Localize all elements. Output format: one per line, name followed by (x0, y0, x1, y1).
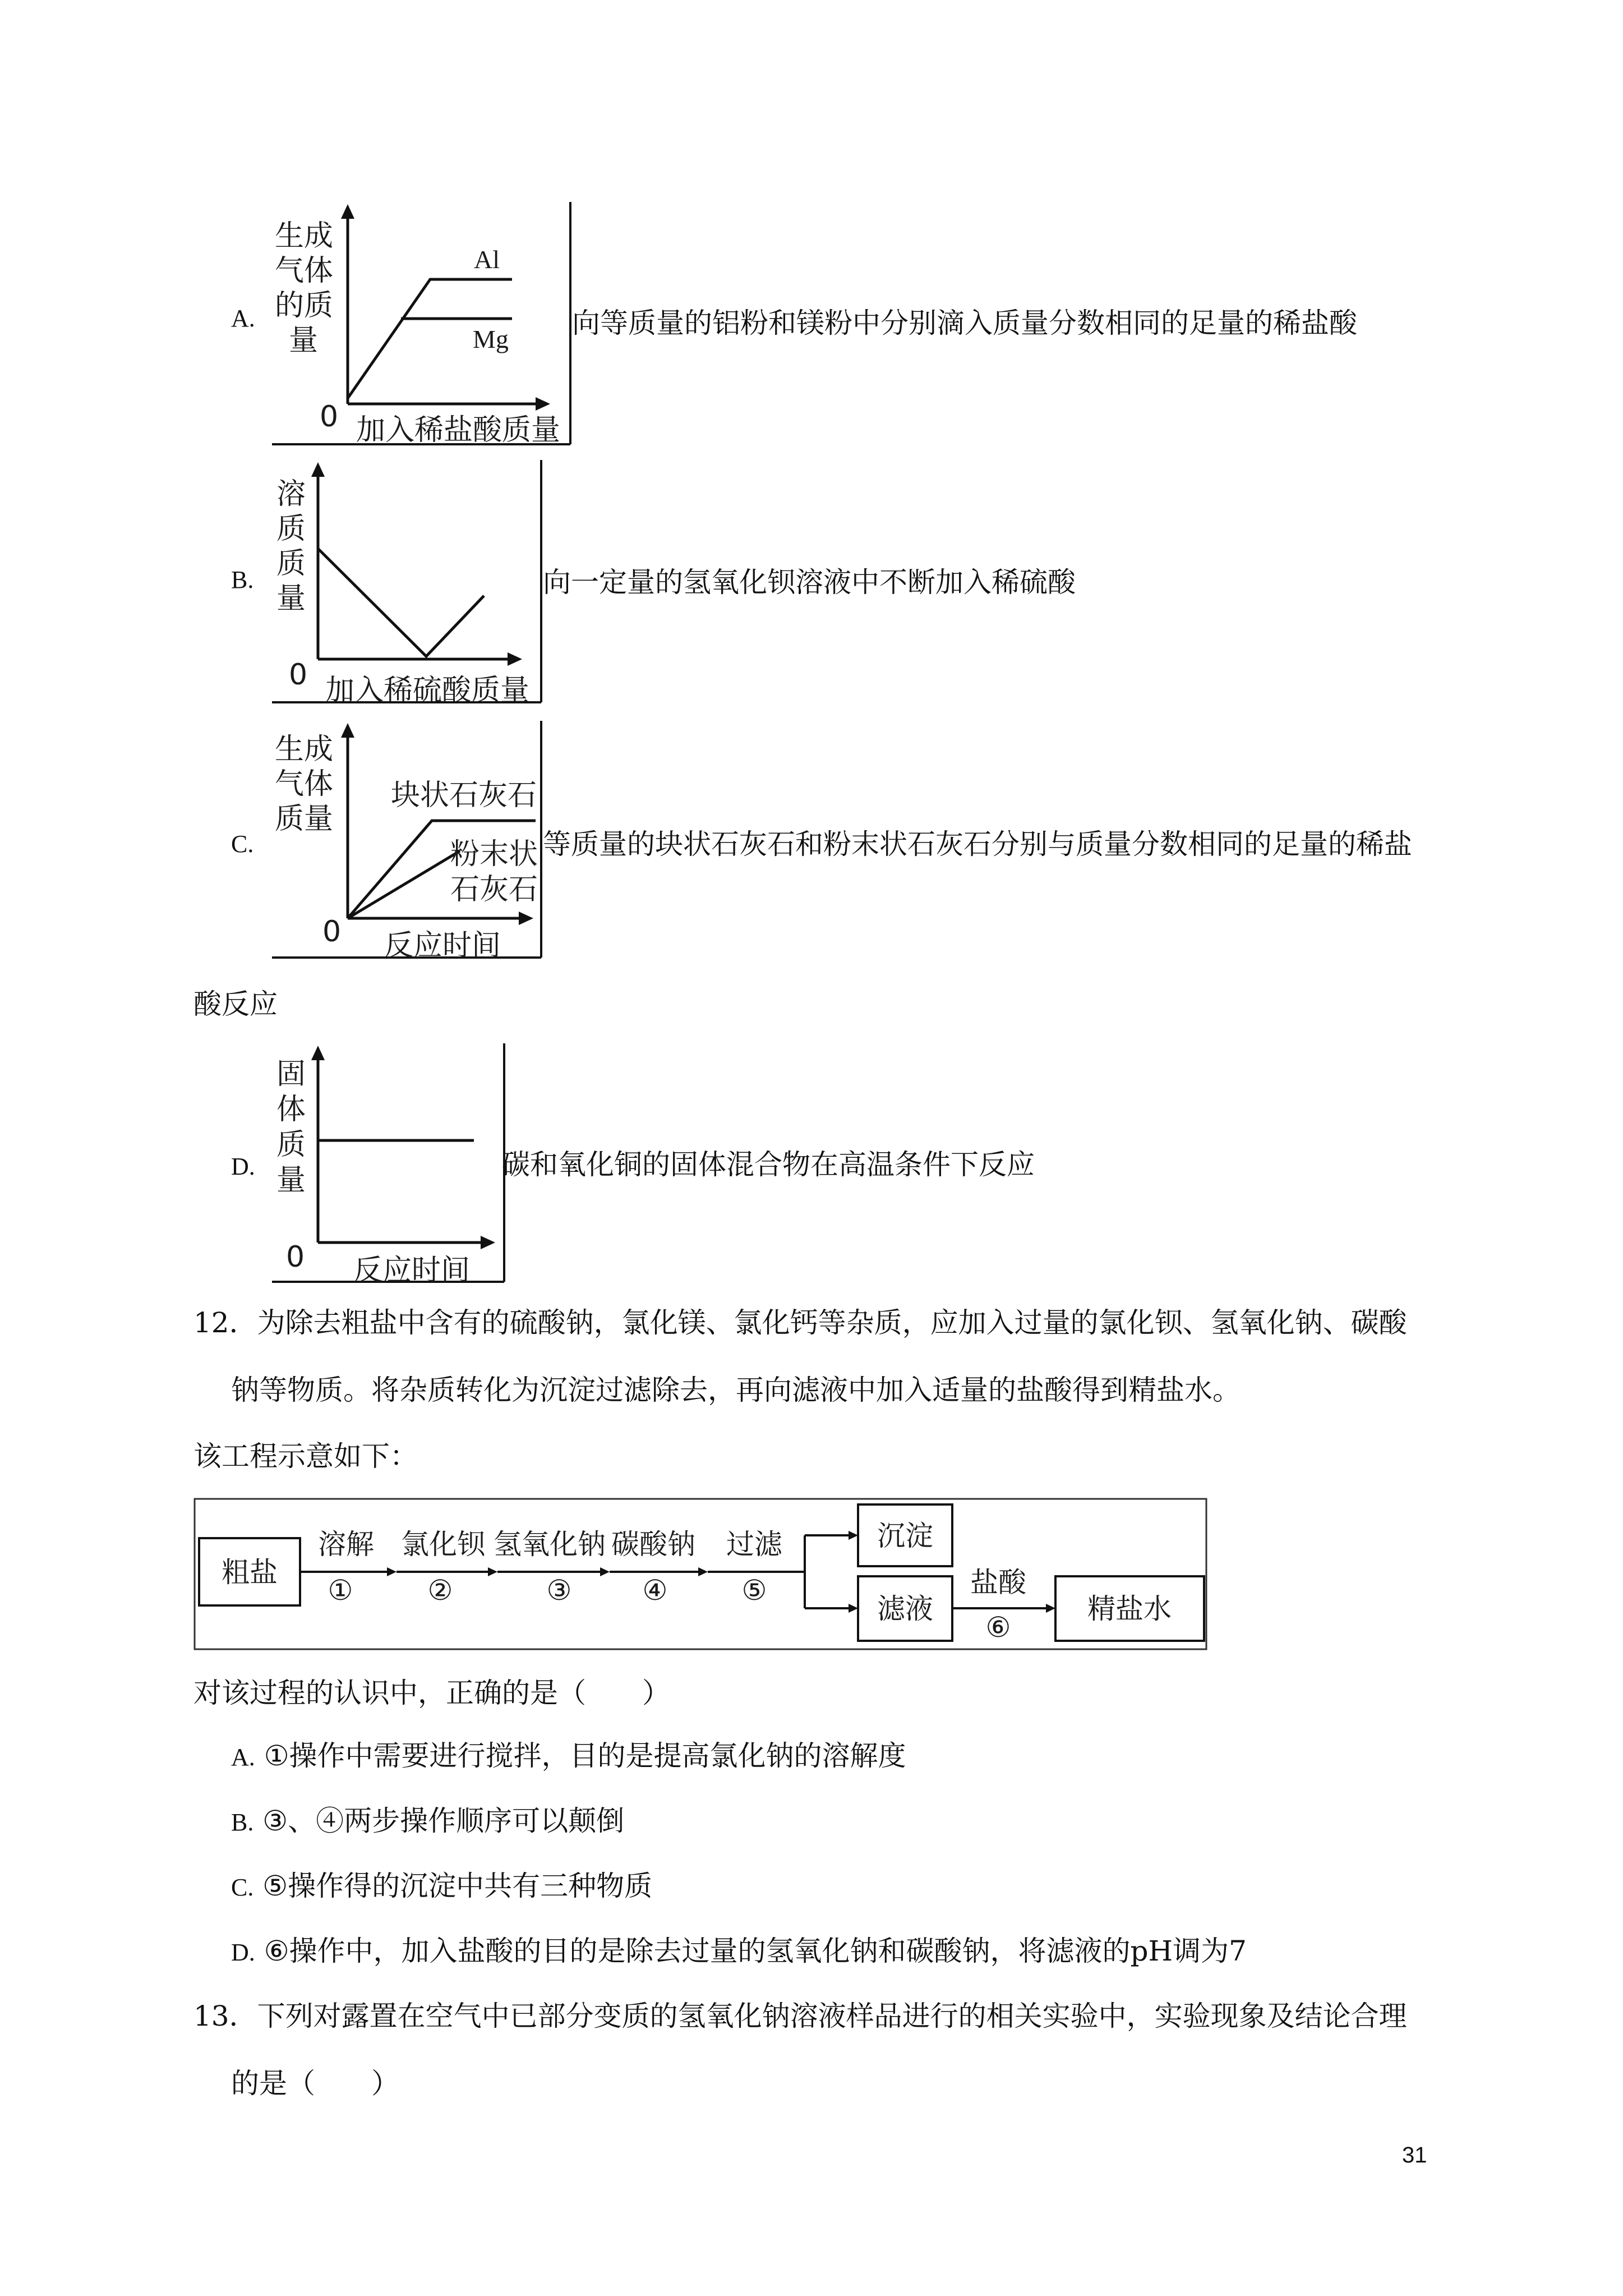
graph-d-y-arrow (311, 1046, 325, 1060)
q12-option-a-label: A. (231, 1743, 255, 1771)
flow-acid-label: 盐酸 (970, 1566, 1026, 1599)
graph-c-origin: 0 (322, 915, 342, 949)
graph-b-ylabel-1: 溶 (276, 477, 306, 511)
graph-a-y-arrow (341, 204, 354, 219)
flow-arrowhead-1 (387, 1567, 396, 1576)
graph-b-x-arrow (508, 652, 522, 666)
flow-step-4-label: 碳酸钠 (611, 1528, 695, 1561)
option-a-text: 向等质量的铝粉和镁粉中分别滴入质量分数相同的足量的稀盐酸 (572, 307, 1357, 339)
graph-b-origin: 0 (289, 658, 308, 692)
graph-c-powder-line (348, 851, 460, 918)
graph-c-ylabel-2: 气体 (275, 767, 334, 801)
q12-option-b-label: B. (231, 1809, 254, 1836)
q12-option-c-text: ⑤操作得的沉淀中共有三种物质 (262, 1870, 653, 1902)
option-b-text: 向一定量的氢氧化钡溶液中不断加入稀硫酸 (543, 566, 1076, 599)
option-c-text-cont: 酸反应 (193, 988, 278, 1020)
process-flow-diagram (193, 1498, 1209, 1652)
graph-a-ylabel-1: 生成 (275, 219, 334, 253)
flow-precipitate-label: 沉淀 (877, 1520, 933, 1552)
graph-b-xlabel: 加入稀硫酸质量 (325, 674, 530, 707)
graph-b-y-arrow (311, 462, 325, 477)
flow-step-3-num: ③ (546, 1574, 572, 1607)
graph-c-xlabel: 反应时间 (384, 929, 501, 962)
q12-line-3: 该工程示意如下： (193, 1440, 418, 1473)
graph-d-ylabel-2: 体 (276, 1093, 306, 1126)
graph-a-al-label: Al (474, 245, 500, 274)
flow-split-bottom-head (849, 1604, 858, 1613)
graph-b-ylabel-3: 质 (276, 547, 306, 581)
graph-a-ylabel-4: 量 (289, 324, 319, 357)
q12-option-d-text: ⑥操作中，加入盐酸的目的是除去过量的氢氧化钠和碳酸钠，将滤液的pH调为7 (264, 1935, 1247, 1967)
q12-option-a (231, 1739, 906, 1774)
graph-c-ylabel-3: 质量 (275, 802, 334, 836)
graph-a-ylabel-3: 的质 (275, 289, 334, 323)
q12-option-a-text: ①操作中需要进行搅拌，目的是提高氯化钠的溶解度 (264, 1740, 906, 1772)
graph-b-ylabel-2: 质 (276, 512, 306, 546)
q12-line-2: 钠等物质。将杂质转化为沉淀过滤除去，再向滤液中加入适量的盐酸得到精盐水。 (231, 1374, 1241, 1406)
flow-step-2-label: 氯化钡 (401, 1528, 485, 1561)
q12-option-b-text: ③、④两步操作顺序可以颠倒 (262, 1805, 625, 1837)
graph-d-xlabel: 反应时间 (353, 1254, 471, 1287)
graph-c (272, 721, 547, 962)
page-number: 31 (1402, 2143, 1427, 2168)
flow-step-5-num: ⑤ (741, 1574, 767, 1607)
flow-step-5-label: 过滤 (726, 1528, 782, 1561)
graph-d (272, 1043, 513, 1287)
graph-c-ylabel-1: 生成 (275, 733, 334, 766)
q12-option-b (231, 1804, 624, 1839)
flow-step-1-label: 溶解 (318, 1528, 374, 1561)
flow-step-1-num: ① (328, 1574, 353, 1607)
q12-option-c (231, 1869, 652, 1904)
graph-a-origin: 0 (320, 400, 339, 434)
flow-step-4-num: ④ (642, 1574, 668, 1607)
option-c-label: C. (231, 830, 254, 858)
graph-b-ylabel-4: 量 (276, 582, 306, 615)
flow-arrowhead-4 (698, 1567, 708, 1576)
flow-arrowhead-2 (488, 1567, 497, 1576)
flow-start-label: 粗盐 (222, 1556, 278, 1589)
flow-arrowhead-6 (1046, 1604, 1055, 1613)
q12-question: 对该过程的认识中，正确的是（ ） (193, 1677, 670, 1709)
flow-end-label: 精盐水 (1087, 1593, 1172, 1625)
graph-d-ylabel-4: 量 (276, 1163, 306, 1197)
option-d-text: 碳和氧化铜的固体混合物在高温条件下反应 (502, 1148, 1035, 1181)
graph-a-mg-label: Mg (473, 325, 509, 353)
option-b-label: B. (231, 566, 254, 593)
graph-a (272, 202, 578, 446)
flow-step-3-label: 氢氧化钠 (494, 1528, 606, 1561)
flow-step-2-num: ② (427, 1574, 453, 1607)
flow-acid-num: ⑥ (985, 1611, 1011, 1644)
flow-split-top-head (849, 1531, 858, 1540)
graph-b-line (318, 549, 484, 656)
graph-c-y-arrow (341, 723, 354, 738)
option-c-text: 等质量的块状石灰石和粉末状石灰石分别与质量分数相同的足量的稀盐 (543, 828, 1412, 861)
q12-option-d-label: D. (231, 1939, 255, 1966)
graph-a-x-arrow (536, 397, 550, 411)
graph-a-ylabel-2: 气体 (275, 254, 334, 288)
graph-b (272, 460, 547, 707)
graph-d-origin: 0 (286, 1240, 305, 1274)
graph-d-x-arrow (481, 1236, 495, 1249)
graph-d-ylabel-1: 固 (276, 1057, 306, 1091)
flow-arrowhead-3 (600, 1567, 610, 1576)
option-a-label: A. (231, 305, 255, 332)
q13-line-2: 的是（ ） (231, 2067, 399, 2100)
option-d-label: D. (231, 1153, 255, 1180)
graph-c-powder-label-2: 石灰石 (450, 873, 538, 907)
flow-filtrate-label: 滤液 (877, 1593, 933, 1625)
graph-a-xlabel: 加入稀盐酸质量 (356, 413, 561, 446)
graph-c-x-arrow (519, 912, 533, 925)
graph-c-lump-label: 块状石灰石 (391, 779, 537, 812)
graph-c-powder-label-1: 粉末状 (450, 838, 538, 871)
q12-option-c-label: C. (231, 1874, 254, 1901)
graph-d-ylabel-3: 质 (276, 1128, 306, 1162)
q12-option-d (231, 1934, 1247, 1970)
q12-line-1: 12．为除去粗盐中含有的硫酸钠，氯化镁、氯化钙等杂质，应加入过量的氯化钡、氢氧化钠、碳酸 (193, 1306, 1407, 1339)
q13-line-1: 13．下列对露置在空气中已部分变质的氢氧化钠溶液样品进行的相关实验中，实验现象及结论合理 (193, 2000, 1407, 2032)
